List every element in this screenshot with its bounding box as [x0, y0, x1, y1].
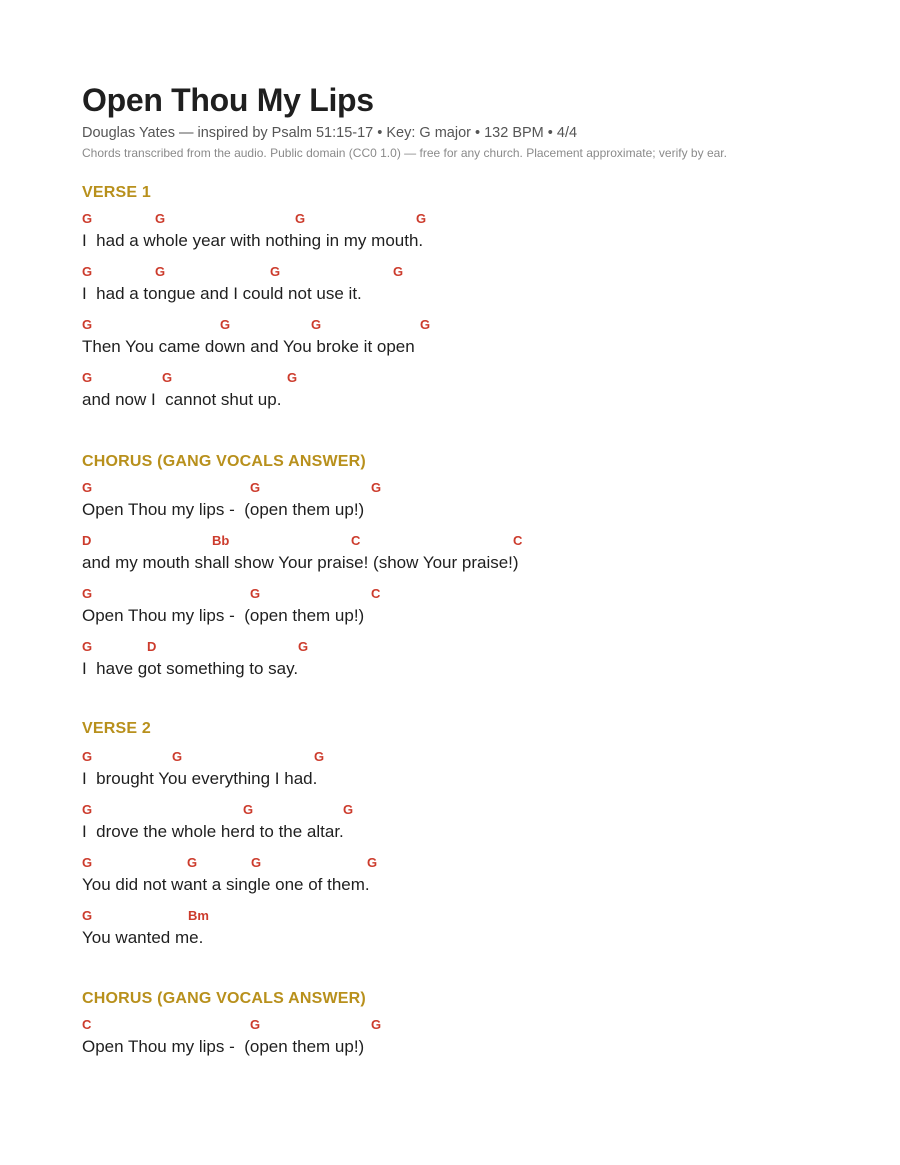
chord-label: G [343, 802, 354, 817]
lyric-text: Open Thou my lips - (open them up!) [82, 1037, 365, 1056]
song-meta: Douglas Yates — inspired by Psalm 51:15-17 • Key: G major • 132 BPM • 4/4 [82, 125, 578, 141]
chord-label: G [270, 264, 281, 279]
chord-label: Bb [212, 533, 230, 548]
chord-label: C [513, 533, 523, 548]
lyric-text: I drove the whole herd to the altar. [82, 822, 344, 841]
lyric-line [82, 317, 842, 359]
chord-label: G [295, 211, 306, 226]
lyric-line [82, 639, 842, 681]
lyric-text: Then You came down and You broke it open [82, 337, 415, 356]
lyric-line [82, 855, 842, 897]
chord-label: G [82, 749, 93, 764]
lyric-line [82, 908, 842, 950]
lyric-line [82, 370, 842, 412]
lyric-text: I had a tongue and I could not use it. [82, 284, 362, 303]
chord-label: G [82, 317, 93, 332]
chord-label: G [314, 749, 325, 764]
lyric-line [82, 586, 842, 628]
chord-label: G [155, 264, 166, 279]
chord-label: C [351, 533, 361, 548]
lyric-text: I had a whole year with nothing in my mouth. [82, 231, 424, 250]
lyric-line [82, 802, 842, 844]
chord-label: G [250, 1017, 261, 1032]
chord-label: G [393, 264, 404, 279]
chord-label: G [367, 855, 378, 870]
chord-label: G [420, 317, 431, 332]
lyric-line [82, 480, 842, 522]
section-heading: CHORUS (GANG VOCALS ANSWER) [82, 453, 366, 470]
lyric-text: Open Thou my lips - (open them up!) [82, 500, 365, 519]
chord-label: D [82, 533, 92, 548]
lyric-text: Open Thou my lips - (open them up!) [82, 606, 365, 625]
chord-label: G [82, 586, 93, 601]
lyric-text: I brought You everything I had. [82, 769, 318, 788]
chord-label: G [82, 480, 93, 495]
section-heading: VERSE 2 [82, 720, 151, 737]
lyric-line [82, 264, 842, 306]
section-heading: VERSE 1 [82, 184, 151, 201]
chord-label: G [371, 1017, 382, 1032]
chord-label: G [162, 370, 173, 385]
chord-label: G [82, 908, 93, 923]
chord-label: G [155, 211, 166, 226]
lyric-text: I have got something to say. [82, 659, 299, 678]
chord-label: G [251, 855, 262, 870]
lyric-text: You did not want a single one of them. [82, 875, 370, 894]
lyric-line [82, 1017, 842, 1059]
chord-label: G [250, 586, 261, 601]
chord-label: G [287, 370, 298, 385]
lyric-line [82, 533, 842, 575]
lyric-text: You wanted me. [82, 928, 204, 947]
chord-label: G [172, 749, 183, 764]
chord-label: D [147, 639, 157, 654]
chord-label: G [311, 317, 322, 332]
song-title: Open Thou My Lips [82, 82, 374, 118]
chord-label: Bm [188, 908, 209, 923]
chord-label: G [82, 264, 93, 279]
chord-label: G [82, 802, 93, 817]
chord-label: G [82, 211, 93, 226]
lyric-line [82, 211, 842, 253]
lyric-text: and now I cannot shut up. [82, 390, 282, 409]
chord-label: G [82, 639, 93, 654]
chord-label: G [82, 855, 93, 870]
chord-label: G [250, 480, 261, 495]
lyric-line [82, 749, 842, 791]
transcription-note: Chords transcribed from the audio. Public domain (CC0 1.0) — free for any church. Placement approximate; verify by ear. [82, 146, 727, 160]
chord-label: G [298, 639, 309, 654]
section-heading: CHORUS (GANG VOCALS ANSWER) [82, 990, 366, 1007]
chord-label: G [187, 855, 198, 870]
chord-label: G [243, 802, 254, 817]
chord-label: C [82, 1017, 92, 1032]
chord-label: G [371, 480, 382, 495]
chord-label: G [220, 317, 231, 332]
chord-label: C [371, 586, 381, 601]
lyric-text: and my mouth shall show Your praise! (show Your praise!) [82, 553, 519, 572]
chord-label: G [82, 370, 93, 385]
chord-label: G [416, 211, 427, 226]
